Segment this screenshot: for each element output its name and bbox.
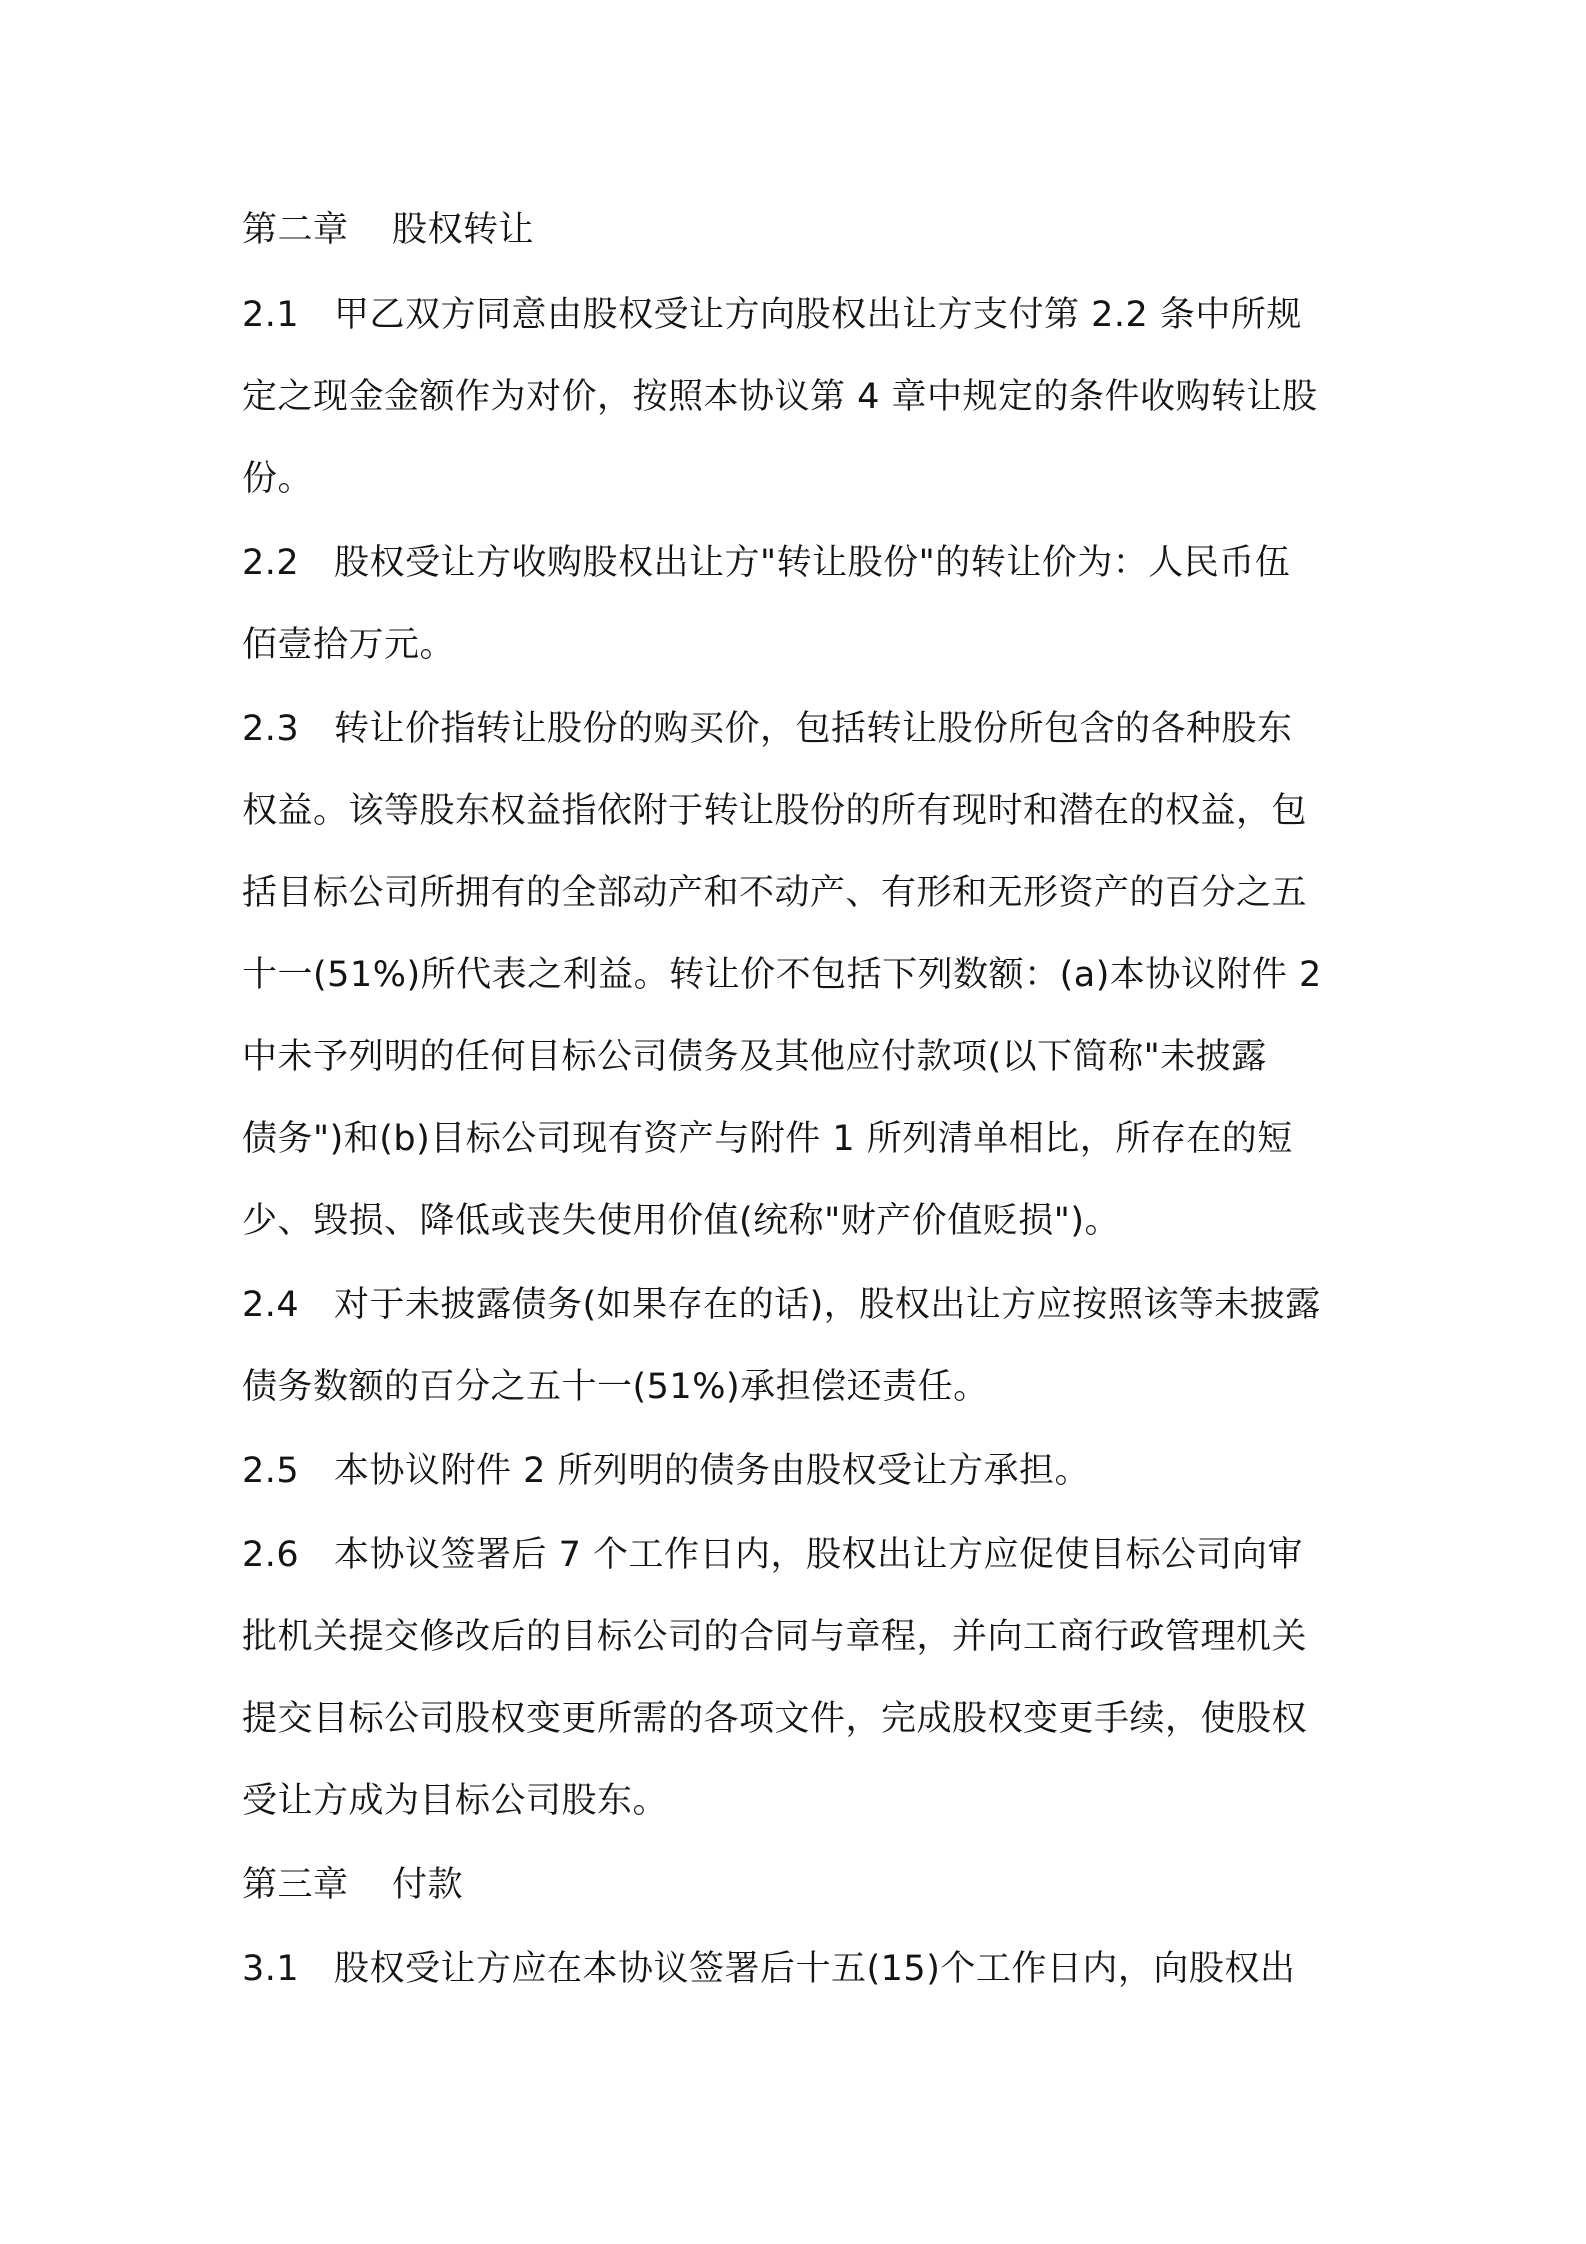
- clause-text: 本协议签署后 7 个工作日内，股权出让方应促使目标公司向审: [334, 1535, 1304, 1575]
- clause-line: 权益。该等股东权益指依附于转让股份的所有现时和潜在的权益，包: [242, 791, 1308, 831]
- clause-text: 股权受让方收购股权出让方"转让股份"的转让价为：人民币伍: [334, 543, 1291, 583]
- clause-text: 甲乙双方同意由股权受让方向股权出让方支付第 2.2 条中所规: [334, 295, 1302, 335]
- clause-number: 3.1: [242, 1949, 300, 1989]
- clause-text: 对于未披露债务(如果存在的话)，股权出让方应按照该等未披露: [334, 1285, 1321, 1325]
- clause-line: [242, 1451, 1362, 1491]
- clause-line: 受让方成为目标公司股东。: [242, 1781, 669, 1821]
- clause-line: 份。: [242, 459, 314, 499]
- clause-line: [242, 1535, 1362, 1575]
- clause-line: [242, 1285, 1362, 1325]
- clause-line: [242, 543, 1362, 583]
- clause-line: 十一(51%)所代表之利益。转让价不包括下列数额：(a)本协议附件 2: [242, 955, 1322, 995]
- chapter-title: 付款: [392, 1865, 464, 1905]
- clause-number: 2.6: [242, 1535, 300, 1575]
- clause-line: 债务数额的百分之五十一(51%)承担偿还责任。: [242, 1367, 989, 1407]
- clause-line: 批机关提交修改后的目标公司的合同与章程，并向工商行政管理机关: [242, 1617, 1308, 1657]
- clause-line: [242, 1949, 1362, 1989]
- clause-line: [242, 295, 1362, 335]
- chapter-title: 股权转让: [392, 210, 535, 250]
- clause-number: 2.3: [242, 709, 300, 749]
- clause-text: 股权受让方应在本协议签署后十五(15)个工作日内，向股权出: [334, 1949, 1296, 1989]
- clause-line: 中未予列明的任何目标公司债务及其他应付款项(以下简称"未披露: [242, 1037, 1267, 1077]
- clause-line: 少、毁损、降低或丧失使用价值(统称"财产价值贬损")。: [242, 1201, 1121, 1241]
- clause-text: 转让价指转让股份的购买价，包括转让股份所包含的各种股东: [334, 709, 1293, 749]
- clause-number: 2.5: [242, 1451, 300, 1491]
- clause-line: [242, 709, 1362, 749]
- clause-text: 本协议附件 2 所列明的债务由股权受让方承担。: [334, 1451, 1091, 1491]
- clause-line: 括目标公司所拥有的全部动产和不动产、有形和无形资产的百分之五: [242, 873, 1308, 913]
- chapter-heading: [242, 1865, 1362, 1905]
- chapter-label: 第二章: [242, 210, 349, 250]
- clause-line: 佰壹拾万元。: [242, 625, 456, 665]
- clause-number: 2.4: [242, 1285, 300, 1325]
- chapter-label: 第三章: [242, 1865, 349, 1905]
- clause-line: 债务")和(b)目标公司现有资产与附件 1 所列清单相比，所存在的短: [242, 1119, 1293, 1159]
- clause-line: 定之现金金额作为对价，按照本协议第 4 章中规定的条件收购转让股: [242, 377, 1318, 417]
- clause-number: 2.1: [242, 295, 300, 335]
- clause-number: 2.2: [242, 543, 300, 583]
- chapter-heading: [242, 210, 1362, 250]
- clause-line: 提交目标公司股权变更所需的各项文件，完成股权变更手续，使股权: [242, 1699, 1308, 1739]
